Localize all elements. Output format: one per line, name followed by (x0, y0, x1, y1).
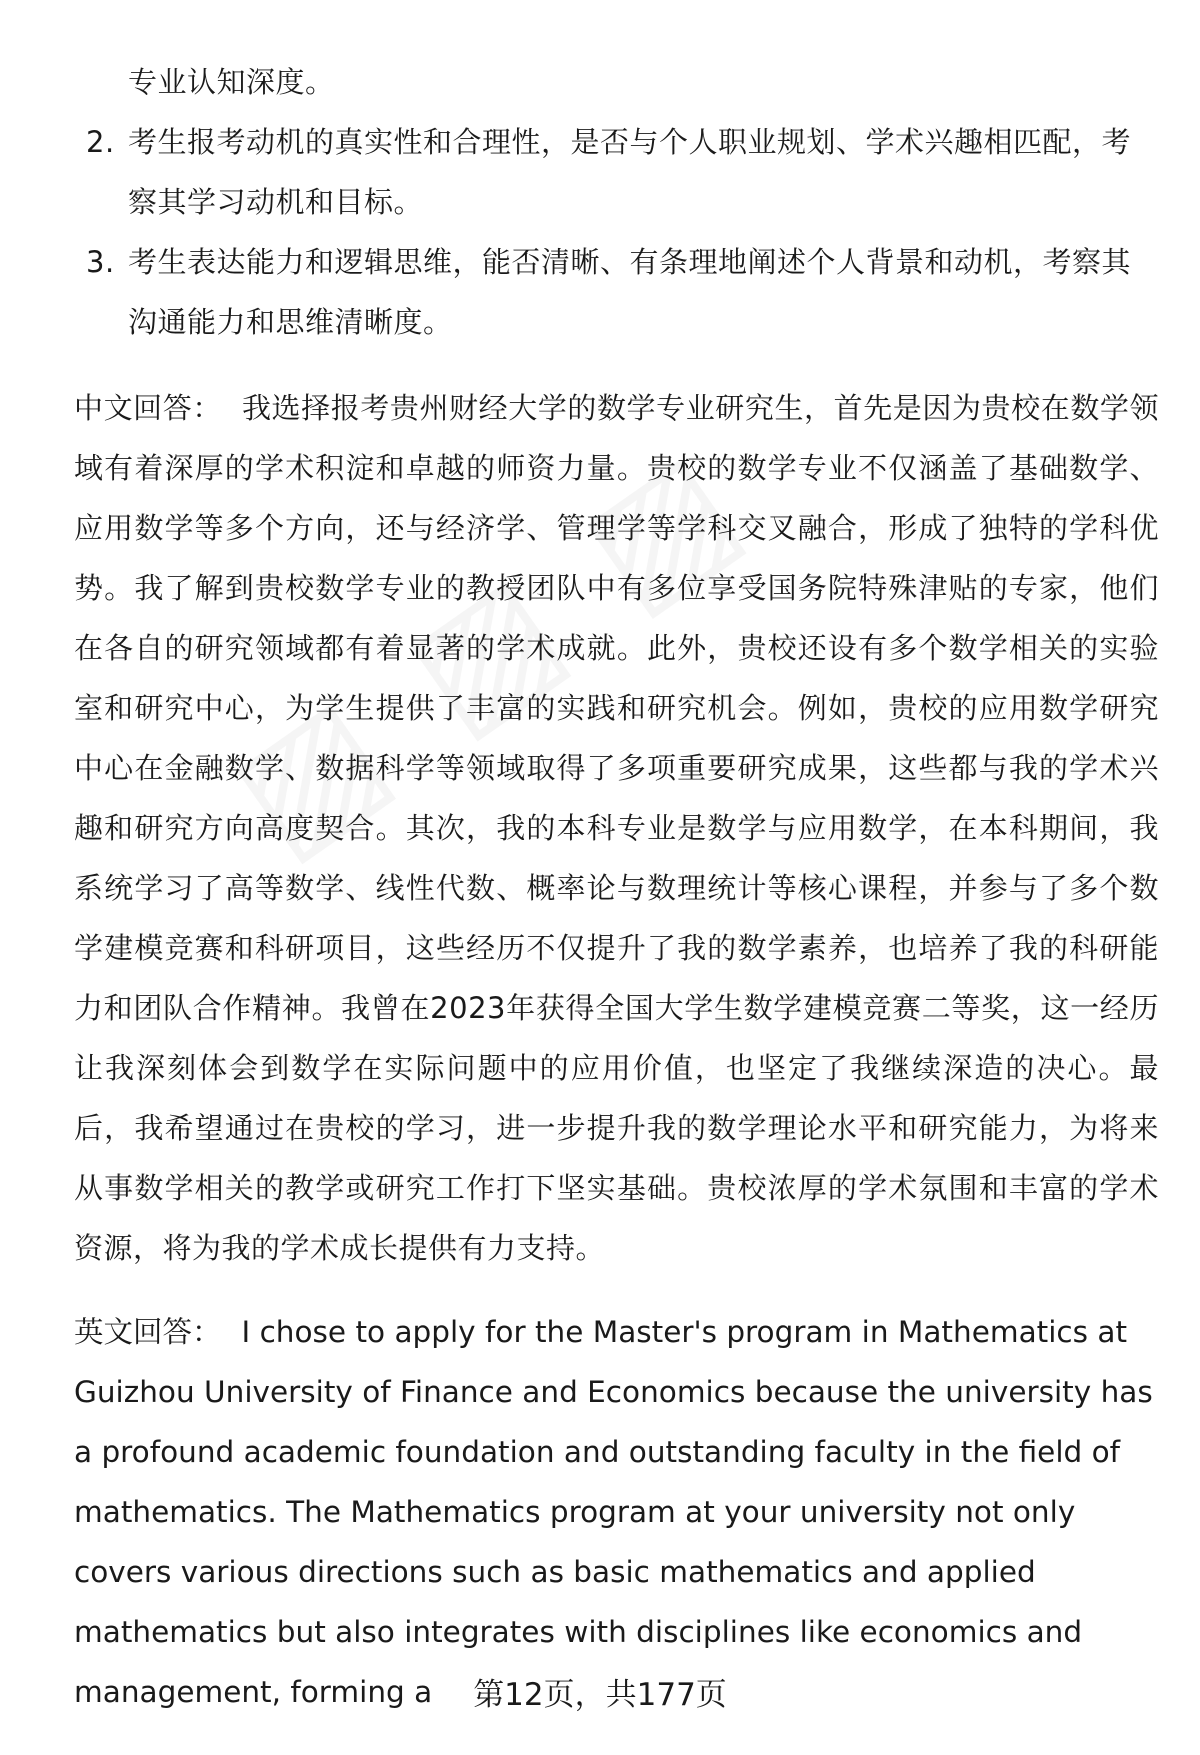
list-continuation-text: 专业认知深度。 (128, 65, 335, 99)
english-answer-paragraph (74, 1302, 1159, 1722)
english-answer-label: 英文回答： (74, 1315, 222, 1349)
list-item (74, 112, 1154, 232)
chinese-answer-label: 中文回答： (74, 391, 222, 425)
list-item (74, 232, 1154, 352)
list-item-text: 考生表达能力和逻辑思维，能否清晰、有条理地阐述个人背景和动机，考察其沟通能力和思维清晰度。 (128, 245, 1132, 339)
english-answer-text: I chose to apply for the Master's program in Mathematics at Guizhou University of Finance and Economics because the university has a profound academic foundation and outstanding faculty in the field of mathematics. The Mathematics program at your university not only covers various directions such as basic mathematics and applied mathematics but also integrates with disciplines like economics and management, forming a (74, 1315, 1153, 1709)
chinese-answer-paragraph (74, 378, 1159, 1278)
list-item-number: 2. (86, 125, 115, 159)
list-item-number: 3. (86, 245, 115, 279)
chinese-answer-text: 我选择报考贵州财经大学的数学专业研究生，首先是因为贵校在数学领域有着深厚的学术积淀和卓越的师资力量。贵校的数学专业不仅涵盖了基础数学、应用数学等多个方向，还与经济学、管理学等学科交叉融合，形成了独特的学科优势。我了解到贵校数学专业的教授团队中有多位享受国务院特殊津贴的专家，他们在各自的研究领域都有着显著的学术成就。此外，贵校还设有多个数学相关的实验室和研究中心，为学生提供了丰富的实践和研究机会。例如，贵校的应用数学研究中心在金融数学、数据科学等领域取得了多项重要研究成果，这些都与我的学术兴趣和研究方向高度契合。其次，我的本科专业是数学与应用数学，在本科期间，我系统学习了高等数学、线性代数、概率论与数理统计等核心课程，并参与了多个数学建模竞赛和科研项目，这些经历不仅提升了我的数学素养，也培养了我的科研能力和团队合作精神。我曾在2023年获得全国大学生数学建模竞赛二等奖，这一经历让我深刻体会到数学在实际问题中的应用价值，也坚定了我继续深造的决心。最后，我希望通过在贵校的学习，进一步提升我的数学理论水平和研究能力，为将来从事数学相关的教学或研究工作打下坚实基础。贵校浓厚的学术氛围和丰富的学术资源，将为我的学术成长提供有力支持。 (74, 391, 1159, 1265)
criteria-list (74, 52, 1154, 352)
page-number-footer: 第12页，共177页 (473, 1677, 727, 1713)
list-item-text: 考生报考动机的真实性和合理性，是否与个人职业规划、学术兴趣相匹配，考察其学习动机和目标。 (128, 125, 1132, 219)
